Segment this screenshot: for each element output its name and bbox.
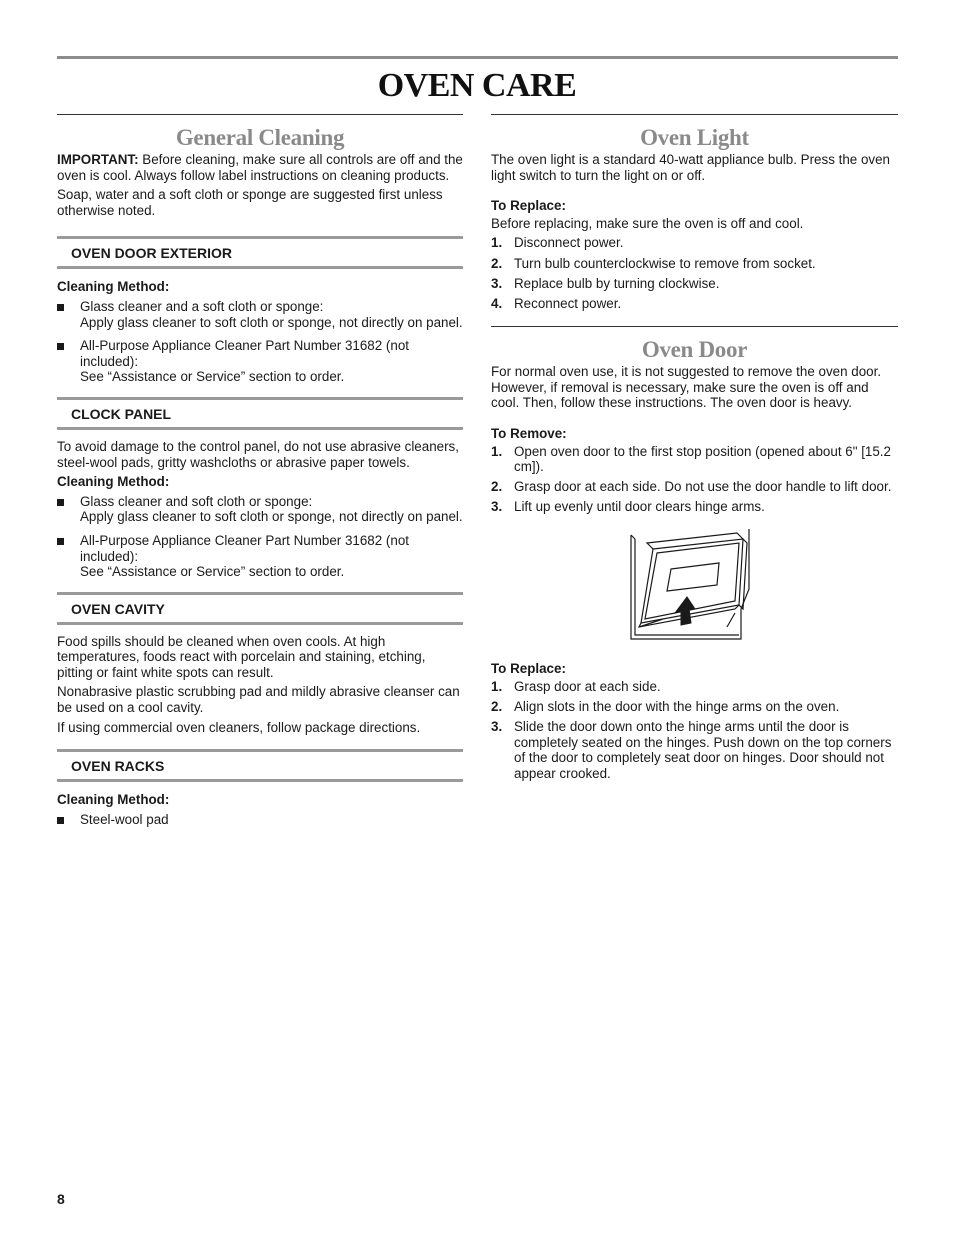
square-bullet-icon [57, 817, 64, 824]
step-number: 2. [491, 255, 503, 271]
step-item [491, 296, 898, 312]
important-text: Before cleaning, make sure all controls are off and the oven is cool. Always follow label instructions on cleaning products. [57, 152, 463, 183]
cleaning-method-label: Cleaning Method: [57, 474, 170, 490]
oven-light-replace-intro: Before replacing, make sure the oven is off and cool. [491, 215, 804, 231]
clock-panel-text: To avoid damage to the control panel, do not use abrasive cleaners, steel-wool pads, gritty washcloths or abrasive paper towels. [57, 438, 459, 470]
item-line: Apply glass cleaner to soft cloth or sponge, not directly on panel. [80, 509, 463, 525]
step-item [491, 499, 898, 515]
step-item [491, 679, 898, 695]
step-item [491, 276, 898, 292]
step-text: Slide the door down onto the hinge arms until the door is completely seated on the hinges. Push down on the top corners of the door to completely seat door on hinges. Door should not appear crooked. [514, 719, 892, 781]
cleaning-method-label: Cleaning Method: [57, 279, 170, 295]
step-number: 1. [491, 443, 503, 459]
column-rule [57, 114, 463, 115]
step-text: Align slots in the door with the hinge arms on the oven. [514, 698, 840, 714]
item-line: See “Assistance or Service” section to order. [80, 369, 345, 385]
step-item [491, 235, 898, 251]
subhead-oven-racks: OVEN RACKS [57, 749, 463, 782]
oven-door-removal-illustration [623, 529, 755, 643]
step-item [491, 256, 898, 272]
item-line: Glass cleaner and soft cloth or sponge: [80, 493, 313, 509]
door-exterior-list [57, 299, 463, 385]
oven-door-intro: For normal oven use, it is not suggested to remove the oven door. However, if removal is necessary, make sure the oven is off and cool. Then, follow these instructions. The oven door is heavy. [491, 364, 882, 411]
remove-steps [491, 444, 898, 516]
step-number: 2. [491, 698, 503, 714]
oven-cavity-p1: Food spills should be cleaned when oven cools. At high temperatures, foods react with porcelain and staining, etching, pitting or faint white spots can result. [57, 633, 426, 680]
oven-light-intro: The oven light is a standard 40-watt appliance bulb. Press the oven light switch to turn the light on or off. [491, 152, 890, 183]
item-line: All-Purpose Appliance Cleaner Part Number 31682 (not included): [80, 338, 409, 369]
step-text: Open oven door to the first stop position (opened about 6" [15.2 cm]). [514, 443, 891, 475]
subhead-oven-door-exterior: OVEN DOOR EXTERIOR [57, 236, 463, 269]
important-paragraph [57, 152, 463, 183]
section-title-oven-door: Oven Door [641, 337, 748, 363]
item-line: Steel-wool pad [80, 811, 169, 827]
replace-steps [491, 679, 898, 782]
step-text: Turn bulb counterclockwise to remove from socket. [514, 255, 816, 271]
clock-panel-list [57, 494, 463, 580]
step-number: 2. [491, 479, 503, 495]
item-line: Glass cleaner and a soft cloth or sponge: [80, 298, 324, 314]
important-label: IMPORTANT: [57, 152, 139, 167]
section-title-general-cleaning: General Cleaning [175, 125, 345, 150]
step-number: 3. [491, 275, 503, 291]
left-column [57, 114, 463, 835]
column-rule [491, 326, 898, 327]
step-number: 4. [491, 295, 503, 311]
page-number: 8 [57, 1191, 65, 1207]
step-item [491, 444, 898, 475]
step-item [491, 699, 898, 715]
to-replace-label: To Replace: [491, 198, 566, 214]
square-bullet-icon [57, 343, 64, 350]
list-item [57, 338, 463, 385]
oven-cavity-p3: If using commercial oven cleaners, follow package directions. [57, 719, 421, 735]
square-bullet-icon [57, 538, 64, 545]
item-line: Apply glass cleaner to soft cloth or sponge, not directly on panel. [80, 314, 463, 330]
right-column [491, 114, 898, 786]
page-title: OVEN CARE [377, 67, 577, 104]
step-number: 1. [491, 235, 503, 251]
square-bullet-icon [57, 499, 64, 506]
oven-cavity-p2: Nonabrasive plastic scrubbing pad and mildly abrasive cleanser can be used on a cool cavity. [57, 684, 460, 716]
step-text: Disconnect power. [514, 235, 624, 251]
list-item [57, 494, 463, 525]
step-item [491, 719, 898, 781]
oven-racks-list [57, 812, 463, 828]
square-bullet-icon [57, 304, 64, 311]
general-intro: Soap, water and a soft cloth or sponge are suggested first unless otherwise noted. [57, 187, 443, 218]
step-text: Lift up evenly until door clears hinge arms. [514, 499, 765, 515]
to-remove-label: To Remove: [491, 425, 567, 441]
cleaning-method-label: Cleaning Method: [57, 792, 170, 808]
step-item [491, 479, 898, 495]
to-replace-label: To Replace: [491, 661, 566, 677]
step-number: 3. [491, 499, 503, 515]
item-line: See “Assistance or Service” section to order. [80, 564, 345, 580]
step-number: 3. [491, 719, 503, 735]
subhead-oven-cavity: OVEN CAVITY [57, 592, 463, 625]
list-item [57, 299, 463, 330]
column-rule [491, 114, 898, 115]
subhead-clock-panel: CLOCK PANEL [57, 397, 463, 430]
item-line: All-Purpose Appliance Cleaner Part Number 31682 (not included): [80, 532, 409, 564]
step-text: Replace bulb by turning clockwise. [514, 275, 720, 291]
step-text: Reconnect power. [514, 295, 622, 311]
list-item [57, 533, 463, 580]
section-title-oven-light: Oven Light [640, 125, 749, 150]
step-text: Grasp door at each side. Do not use the door handle to lift door. [514, 479, 892, 495]
oven-light-steps [491, 235, 898, 311]
top-rule [57, 56, 898, 59]
list-item [57, 812, 463, 828]
step-text: Grasp door at each side. [514, 678, 661, 694]
step-number: 1. [491, 678, 503, 694]
